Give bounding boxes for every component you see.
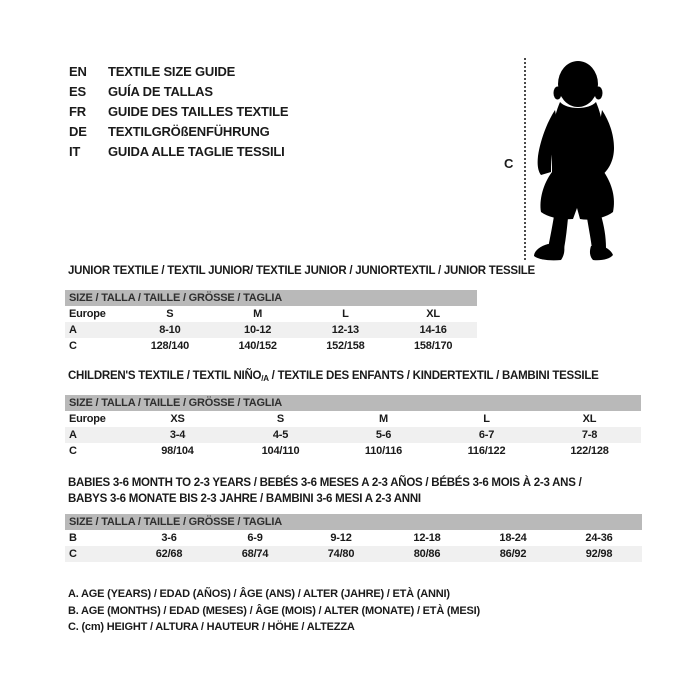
cell-value: M (379, 413, 388, 425)
baby-silhouette (531, 58, 626, 262)
row-label: C (69, 340, 77, 352)
table-title-line (68, 491, 628, 507)
cell-value: S (166, 308, 174, 320)
cell-value: 140/152 (238, 340, 277, 352)
cell-value: S (276, 413, 285, 425)
language-row (69, 62, 288, 82)
language-name: TEXTILGRÖßENFÜHRUNG (108, 124, 270, 139)
cell-value: XL (426, 308, 440, 320)
row-label: C (69, 548, 77, 560)
cell-value: 24-36 (585, 532, 613, 544)
language-code: DE (69, 124, 87, 139)
table-row-europe (65, 411, 641, 427)
cell-value: 128/140 (150, 340, 190, 352)
size-table-children (65, 395, 641, 459)
table-title-text: CHILDREN'S TEXTILE / TEXTIL NIÑO (68, 370, 262, 382)
cell-value: L (342, 308, 349, 320)
cell-value: 6-7 (478, 429, 495, 441)
cell-value: 158/170 (413, 340, 453, 352)
table-title-line (68, 475, 628, 491)
table-size-header: SIZE / TALLA / TAILLE / GRÖSSE / TAGLIA (65, 395, 641, 411)
table-title-line (68, 370, 599, 383)
cell-value: 7-8 (581, 429, 598, 441)
language-list (69, 62, 288, 162)
cell-value: 10-12 (244, 324, 272, 336)
footnote-line: A. AGE (YEARS) / EDAD (AÑOS) / ÂGE (ANS) / ALTER (JAHRE) / ETÀ (ANNI) (68, 588, 450, 600)
cell-value: 104/110 (261, 445, 300, 457)
table-title-text: /A (261, 374, 269, 383)
cell-value: 12-18 (413, 532, 441, 544)
cell-value: XL (582, 413, 597, 425)
footnote-line: C. (cm) HEIGHT / ALTURA / HAUTEUR / HÖHE / ALTEZZA (68, 621, 355, 633)
language-code: EN (69, 64, 87, 79)
cell-value: 6-9 (247, 532, 263, 544)
table-row-b (65, 530, 642, 546)
language-row (69, 82, 288, 102)
table-title-line (68, 265, 535, 277)
table-title-text: BABYS 3-6 MONATE BIS 2-3 JAHRE / BAMBINI 3-6 MESI A 2-3 ANNI (68, 493, 421, 505)
table-size-header: SIZE / TALLA / TAILLE / GRÖSSE / TAGLIA (65, 290, 477, 306)
cell-value: 116/122 (467, 445, 506, 457)
table-title-text: JUNIOR TEXTILE / TEXTIL JUNIOR/ TEXTILE JUNIOR / JUNIORTEXTIL / JUNIOR TESSILE (68, 265, 535, 277)
language-row (69, 122, 288, 142)
language-row (69, 142, 288, 162)
row-label: Europe (69, 413, 106, 425)
table-row-c (65, 546, 642, 562)
language-name: GUIDE DES TAILLES TEXTILE (108, 104, 289, 119)
cell-value: 68/74 (241, 548, 269, 560)
cell-value: 98/104 (161, 445, 194, 457)
table-title-junior (68, 265, 535, 277)
cell-value: 3-4 (169, 429, 186, 441)
cell-value: 18-24 (499, 532, 527, 544)
size-table-junior (65, 290, 477, 354)
cell-value: M (253, 308, 263, 320)
table-size-header: SIZE / TALLA / TAILLE / GRÖSSE / TAGLIA (65, 514, 642, 530)
cell-value: 14-16 (419, 324, 447, 336)
cell-value: L (483, 413, 490, 425)
height-label: C (504, 156, 514, 171)
footnotes (68, 586, 480, 636)
cell-value: 8-10 (159, 324, 181, 336)
cell-value: 92/98 (585, 548, 613, 560)
table-row-a (65, 322, 477, 338)
height-dotted-line (524, 58, 526, 260)
size-table-babies (65, 514, 642, 562)
cell-value: 9-12 (330, 532, 352, 544)
cell-value: 122/128 (570, 445, 609, 457)
language-code: IT (69, 144, 81, 159)
row-label: C (69, 445, 77, 457)
row-label: Europe (69, 308, 106, 320)
table-row-c (65, 338, 477, 354)
row-label: A (69, 429, 77, 441)
footnote-line: B. AGE (MONTHS) / EDAD (MESES) / ÂGE (MOIS) / ALTER (MONATE) / ETÀ (MESI) (68, 604, 480, 617)
table-row-europe (65, 306, 477, 322)
cell-value: 12-13 (331, 324, 359, 336)
language-code: ES (69, 84, 86, 99)
cell-value: 5-6 (375, 429, 392, 441)
table-title-text: / TEXTILE DES ENFANTS / KINDERTEXTIL / BAMBINI TESSILE (268, 370, 599, 382)
language-row (69, 102, 288, 122)
cell-value: 80/86 (413, 548, 441, 560)
language-code: FR (69, 104, 86, 119)
cell-value: 3-6 (161, 532, 177, 544)
cell-value: 86/92 (499, 548, 527, 560)
language-name: TEXTILE SIZE GUIDE (108, 64, 236, 79)
table-title-babies (68, 475, 628, 507)
table-title-children (68, 370, 599, 383)
language-name: GUIDA ALLE TAGLIE TESSILI (108, 144, 285, 159)
cell-value: 62/68 (155, 548, 183, 560)
table-title-text: BABIES 3-6 MONTH TO 2-3 YEARS / BEBÉS 3-6 MESES A 2-3 AÑOS / BÉBÉS 3-6 MOIS À 2-3 ANS / (68, 477, 582, 489)
row-label: A (69, 324, 77, 336)
row-label: B (69, 532, 77, 544)
table-row-a (65, 427, 641, 443)
language-name: GUÍA DE TALLAS (108, 84, 213, 99)
cell-value: 152/158 (326, 340, 365, 352)
table-row-c (65, 443, 641, 459)
cell-value: XS (170, 413, 185, 425)
cell-value: 110/116 (364, 445, 403, 457)
cell-value: 74/80 (327, 548, 355, 560)
cell-value: 4-5 (272, 429, 289, 441)
